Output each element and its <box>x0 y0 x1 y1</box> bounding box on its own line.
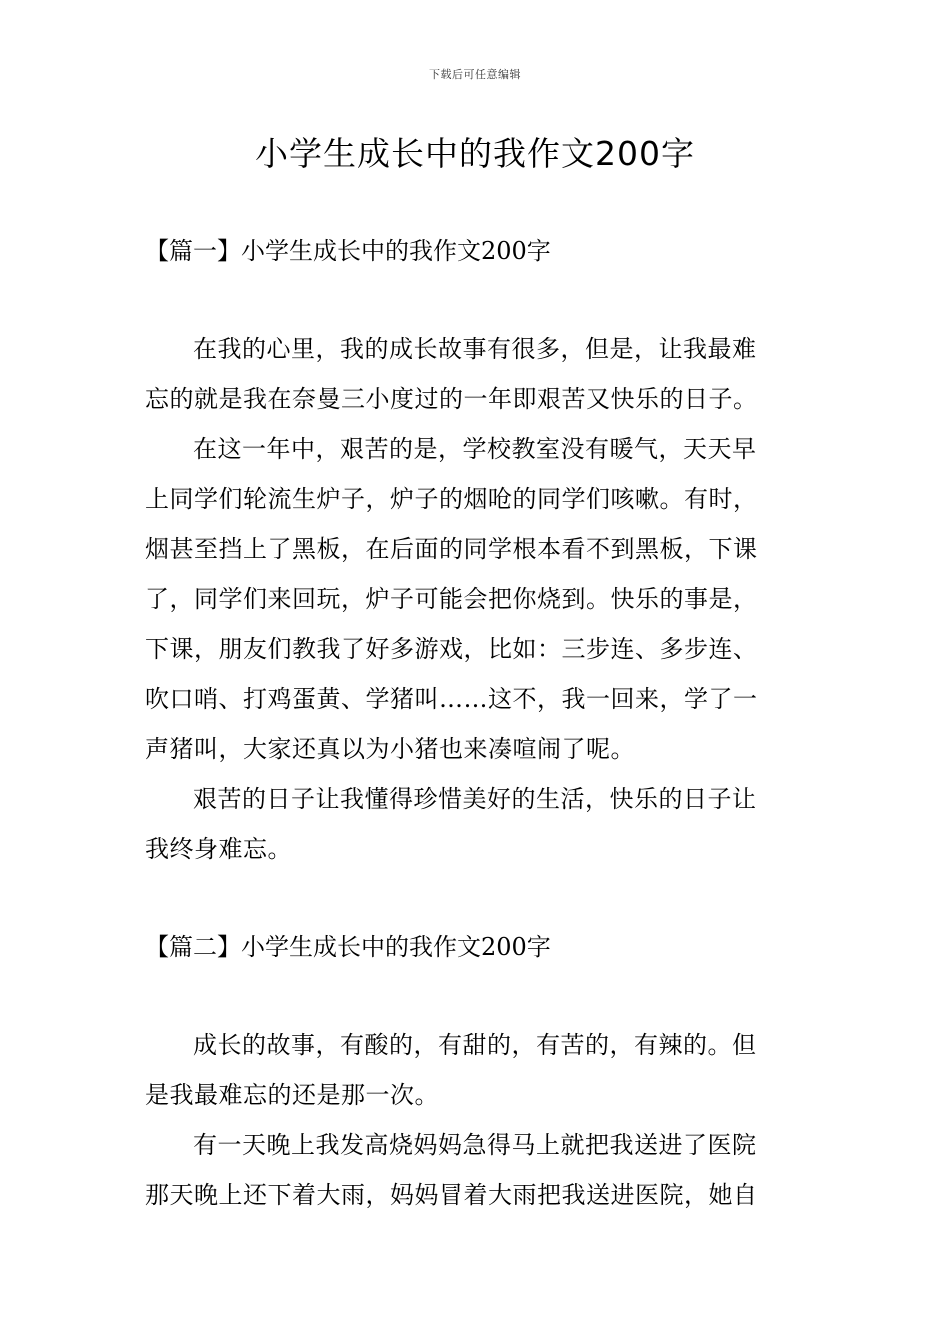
text-line: 在我的心里，我的成长故事有很多，但是，让我最难 <box>193 335 757 363</box>
text-line: 上同学们轮流生炉子，炉子的烟呛的同学们咳嗽。有时， <box>145 485 758 513</box>
section-heading: 【篇一】小学生成长中的我作文200字 <box>145 237 551 265</box>
text-line: 成长的故事，有酸的，有甜的，有苦的，有辣的。但 <box>193 1031 757 1059</box>
header-note: 下载后可任意编辑 <box>429 68 521 81</box>
text-line: 艰苦的日子让我懂得珍惜美好的生活，快乐的日子让 <box>193 785 757 813</box>
document-title: 小学生成长中的我作文200字 <box>255 134 695 173</box>
text-line: 我终身难忘。 <box>145 835 292 863</box>
paragraph <box>145 1020 807 1120</box>
text-line: 是我最难忘的还是那一次。 <box>145 1081 439 1109</box>
text-line: 了，同学们来回玩，炉子可能会把你烧到。快乐的事是， <box>145 585 758 613</box>
section-1 <box>145 226 807 874</box>
paragraph <box>145 1120 807 1220</box>
paragraph <box>145 324 807 424</box>
text-line: 忘的就是我在奈曼三小度过的一年即艰苦又快乐的日子。 <box>145 385 758 413</box>
text-line: 有一天晚上我发高烧妈妈急得马上就把我送进了医院 <box>193 1131 757 1159</box>
paragraph <box>145 424 807 774</box>
text-line: 那天晚上还下着大雨，妈妈冒着大雨把我送进医院，她自 <box>145 1181 758 1209</box>
text-line: 声猪叫，大家还真以为小猪也来凑喧闹了呢。 <box>145 735 635 763</box>
text-line: 下课，朋友们教我了好多游戏，比如：三步连、多步连、 <box>145 635 758 663</box>
section-2 <box>145 922 807 1220</box>
text-line: 吹口哨、打鸡蛋黄、学猪叫……这不，我一回来，学了一 <box>145 685 758 713</box>
text-line: 烟甚至挡上了黑板，在后面的同学根本看不到黑板，下课 <box>145 535 758 563</box>
text-line: 在这一年中，艰苦的是，学校教室没有暖气，天天早 <box>193 435 757 463</box>
document-body <box>145 226 807 1220</box>
paragraph <box>145 774 807 874</box>
section-heading: 【篇二】小学生成长中的我作文200字 <box>145 933 551 961</box>
